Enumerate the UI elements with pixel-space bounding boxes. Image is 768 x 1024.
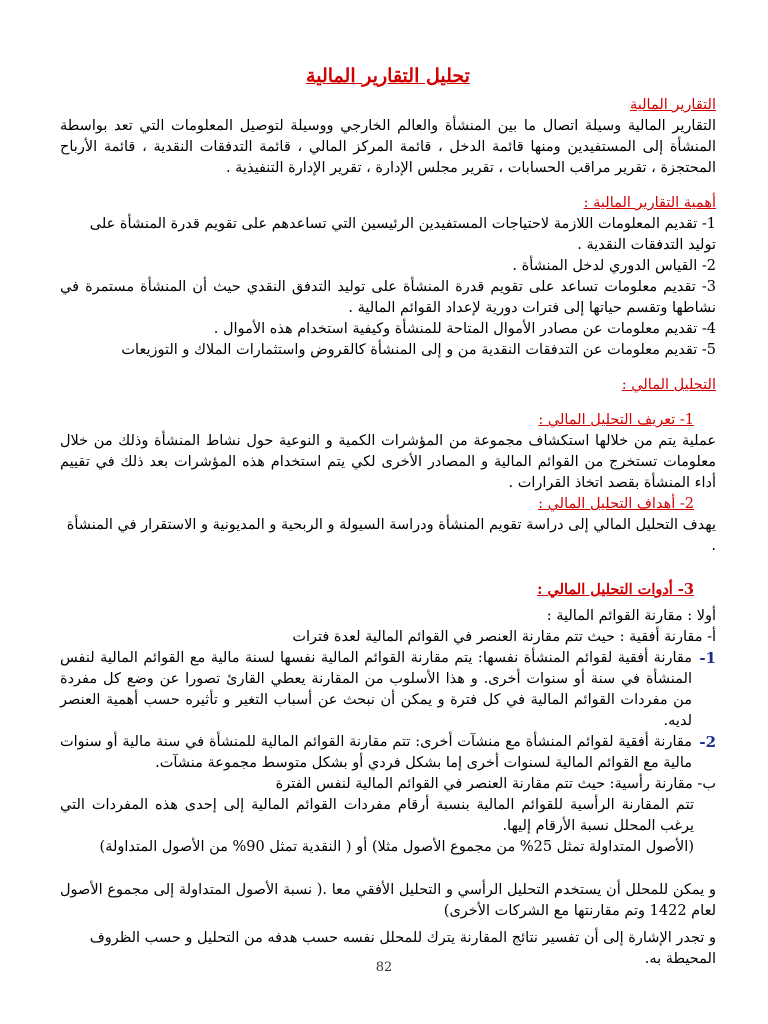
section-heading-financial-reports: التقارير المالية — [629, 97, 716, 113]
subsection-heading-definition: 1- تعريف التحليل المالي : — [538, 412, 694, 428]
tools-first-heading: أولا : مقارنة القوائم المالية : — [546, 608, 716, 624]
interpretation-note: و تجدر الإشارة إلى أن تفسير نتائج المقارنة يترك للمحلل نفسه حسب هدفه من التحليل و حسب الظروف المحيطة به. — [89, 930, 716, 967]
horizontal-item-2-number: 2- — [699, 733, 716, 751]
horizontal-comparison-label: أ- مقارنة أفقية : حيث تتم مقارنة العنصر في القوائم المالية لعدة فترات — [292, 629, 716, 645]
importance-item-2: 2- القياس الدوري لدخل المنشأة . — [512, 258, 716, 274]
vertical-comparison-label: ب- مقارنة رأسية: حيث تتم مقارنة العنصر في القوائم المالية لنفس الفترة — [275, 776, 716, 792]
importance-item-4: 4- تقديم معلومات عن مصادر الأموال المتاحة للمنشأة وكيفية استخدام هذه الأموال . — [213, 321, 716, 337]
subsection-heading-tools: 3- أدوات التحليل المالي : — [537, 581, 694, 598]
importance-item-5: 5- تقديم معلومات عن التدفقات النقدية من و إلى المنشأة كالقروض واستثمارات الملاك و التوزيعات — [121, 342, 716, 358]
subsection-body-objectives: يهدف التحليل المالي إلى دراسة تقويم المنشأة ودراسة السيولة و الربحية و المديونية و الاستقرار في المنشأة . — [66, 517, 716, 554]
document-title: تحليل التقارير المالية — [306, 65, 470, 87]
importance-item-1: 1- تقديم المعلومات اللازمة لاحتياجات المستفيدين الرئيسين التي تساعدهم على تقويم قدرة المنشأة على توليد التدفقات النقدية . — [89, 216, 716, 253]
horizontal-item-1-text: مقارنة أفقية لقوائم المنشأة نفسها: يتم مقارنة القوائم المالية نفسها لسنة مالية مع القوائم المالية لنفس المنشأة في سنة أو سنوات أخرى. و هذا الأسلوب من المقارنة يعطي القارئ تصورا عن وضع كل مفردة من مفردات القوائم المالية في كل فترة و يمكن أن نبحث عن أسباب التغير و تأثيره حسب أهمية العنصر لديه. — [60, 650, 692, 729]
horizontal-item-2-text: مقارنة أفقية لقوائم المنشأة مع منشآت أخرى: تتم مقارنة القوائم المالية للمنشأة في سنة مالية أو سنوات مالية مع القوائم المالية لسنوات أخرى إما بشكل فردي أو بشكل متوسط مجموعة منشآت. — [60, 734, 692, 771]
section-heading-financial-analysis: التحليل المالي : — [621, 377, 716, 393]
section-body-financial-reports: التقارير المالية وسيلة اتصال ما بين المنشأة والعالم الخارجي ووسيلة لتوصيل المعلومات التي تعد بواسطة المنشأة إلى المستفيدين ومنها قائمة الدخل ، قائمة المركز المالي ، قائمة التدفقات النقدية ، قائمة الأرباح المحتجزة ، تقرير مراقب الحسابات ، تقرير مجلس الإدارة ، تقرير الإدارة التنفيذية . — [60, 118, 716, 176]
subsection-body-definition: عملية يتم من خلالها استكشاف مجموعة من المؤشرات الكمية و النوعية حول نشاط المنشأة وذلك من خلال معلومات تستخرج من القوائم المالية و المصادر الأخرى لكي يتم استخدام هذه المؤشرات بعد ذلك في تقييم أداء المنشأة بقصد اتخاذ القرارات . — [60, 433, 716, 491]
horizontal-item-1-number: 1- — [699, 649, 716, 667]
horizontal-item-1 — [60, 648, 716, 732]
vertical-comparison-body: تتم المقارنة الرأسية للقوائم المالية بنسبة أرقام مفردات القوائم المالية إلى إحدى هذه المفردات التي يرغب المحلل نسبة الأرقام إليها. — [60, 797, 694, 834]
importance-item-3: 3- تقديم معلومات تساعد على تقويم قدرة المنشأة على توليد التدفق النقدي حيث أن المنشأة مستمرة في نشاطها وتقسم حياتها إلى فترات دورية لإعداد القوائم المالية . — [60, 279, 716, 316]
page-number: 82 — [375, 960, 393, 975]
horizontal-item-2 — [60, 732, 716, 774]
vertical-comparison-example: (الأصول المتداولة تمثل 25% من مجموع الأصول مثلا) أو ( النقدية تمثل 90% من الأصول المتداولة) — [99, 839, 694, 855]
section-heading-importance: أهمية التقارير المالية : — [583, 195, 716, 211]
combined-analysis-paragraph: و يمكن للمحلل أن يستخدم التحليل الرأسي و التحليل الأفقي معا .( نسبة الأصول المتداولة إلى مجموع الأصول لعام 1422 وتم مقارنتها مع الشركات الأخرى) — [60, 882, 716, 919]
document-page — [60, 62, 716, 970]
subsection-heading-objectives: 2- أهداف التحليل المالي : — [538, 496, 694, 512]
